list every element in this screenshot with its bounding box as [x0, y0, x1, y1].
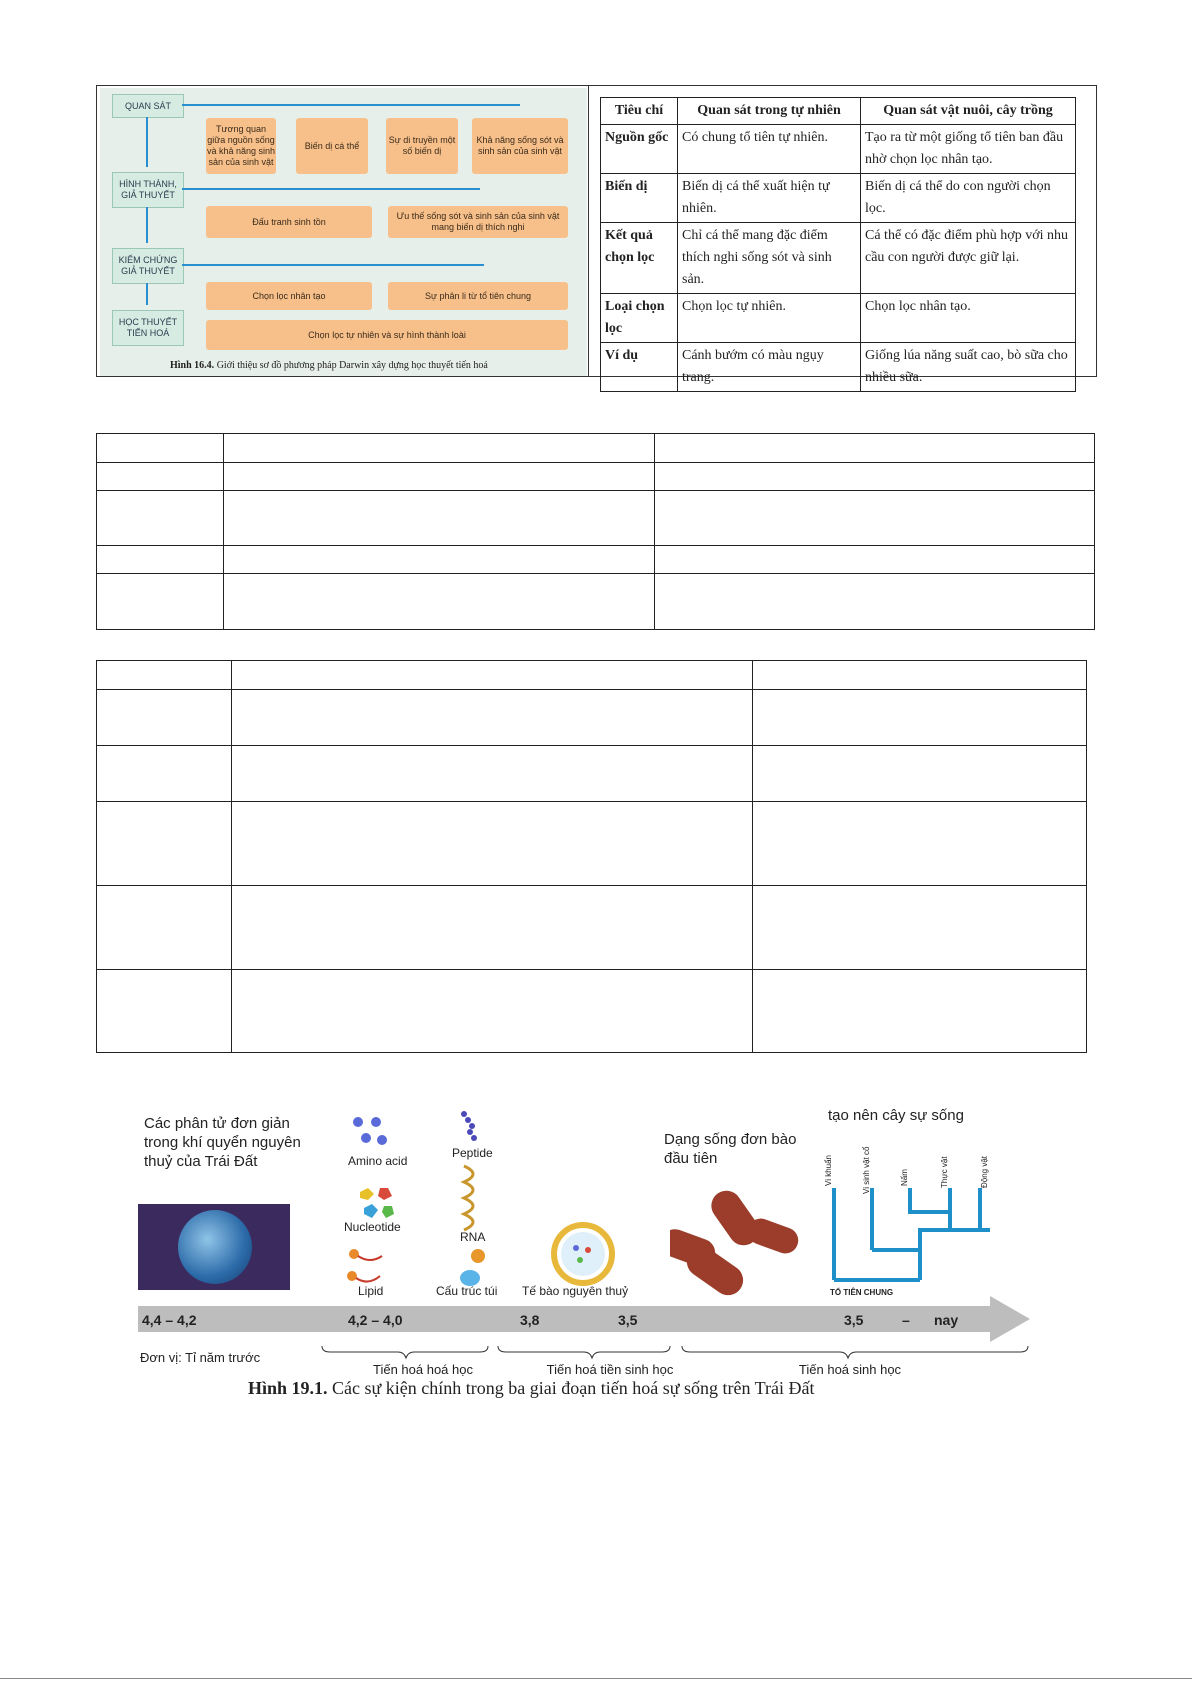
table-cell	[655, 434, 1095, 463]
table-cell	[224, 546, 655, 574]
bacteria-cells-icon	[670, 1180, 820, 1300]
table-cell	[753, 802, 1087, 886]
stage-hypothesis: HÌNH THÀNH, GIẢ THUYẾT	[112, 172, 184, 208]
table-row	[97, 574, 1095, 630]
table-cell	[97, 746, 232, 802]
evolution-timeline	[130, 1108, 1030, 1408]
table-cell	[97, 886, 232, 970]
criteria-cell: Loại chọn lọc	[601, 294, 678, 343]
tick-4: 3,5	[618, 1312, 638, 1328]
intro-text: Các phân tử đơn giản trong khí quyển nguyên thuỷ của Trái Đất	[144, 1115, 301, 1170]
empty-table-2	[96, 660, 1087, 1053]
stage-verification: KIỂM CHỨNG GIẢ THUYẾT	[112, 248, 184, 284]
table-cell	[753, 746, 1087, 802]
stage-theory: HỌC THUYẾT TIẾN HOÁ	[112, 310, 184, 346]
peptide-icon	[456, 1110, 482, 1146]
table-row	[97, 802, 1087, 886]
criteria-cell: Ví dụ	[601, 343, 678, 392]
common-ancestor-label: TỔ TIÊN CHUNG	[830, 1288, 894, 1297]
earth-globe	[178, 1210, 252, 1284]
connector-verification	[182, 264, 484, 266]
table-cell	[232, 690, 753, 746]
tick-3: 3,8	[520, 1312, 540, 1328]
table-cell	[753, 661, 1087, 690]
table-cell: Có chung tổ tiên tự nhiên.	[678, 125, 861, 174]
theory-box: Chọn lọc tự nhiên và sự hình thành loài	[206, 320, 568, 350]
nucleotide-icon	[354, 1186, 404, 1222]
table-cell	[753, 690, 1087, 746]
tree-leaf-plants: Thực vật	[940, 1156, 949, 1188]
table-header-row	[601, 98, 1076, 125]
connector-hypothesis	[182, 188, 480, 190]
amino-acid-icon	[348, 1114, 398, 1154]
table-cell	[97, 434, 224, 463]
tick-1: 4,4 – 4,2	[142, 1312, 197, 1328]
tick-5: 3,5	[844, 1312, 864, 1328]
table-cell: Chọn lọc nhân tạo.	[861, 294, 1076, 343]
tree-of-life	[820, 1130, 1040, 1300]
criteria-cell: Nguồn gốc	[601, 125, 678, 174]
table-cell	[224, 574, 655, 630]
ver-box-1: Chọn lọc nhân tạo	[206, 282, 372, 310]
table-cell	[232, 746, 753, 802]
tick-2: 4,2 – 4,0	[348, 1312, 403, 1328]
table-cell: Tạo ra từ một giống tổ tiên ban đầu nhờ chọn lọc nhân tạo.	[861, 125, 1076, 174]
nucleotide-label: Nucleotide	[344, 1220, 401, 1234]
table-row	[97, 434, 1095, 463]
table-row	[97, 970, 1087, 1053]
arrow-down-2	[146, 207, 148, 243]
table-cell	[97, 574, 224, 630]
table-cell	[232, 886, 753, 970]
table-cell	[753, 886, 1087, 970]
criteria-cell: Biến dị	[601, 174, 678, 223]
table-cell: Biến dị cá thể xuất hiện tự nhiên.	[678, 174, 861, 223]
table-cell	[655, 574, 1095, 630]
table-cell	[97, 463, 224, 491]
lipid-label: Lipid	[358, 1284, 384, 1298]
table-cell	[97, 802, 232, 886]
protocell-icon	[548, 1222, 618, 1286]
table-cell	[97, 661, 232, 690]
table-cell: Biến dị cá thể do con người chọn lọc.	[861, 174, 1076, 223]
peptide-label: Peptide	[452, 1146, 493, 1160]
table-cell	[97, 546, 224, 574]
table-cell	[232, 970, 753, 1053]
top-figure-divider	[588, 85, 589, 377]
obs-box-3: Sự di truyền một số biến dị	[386, 118, 458, 174]
obs-box-4: Khả năng sống sót và sinh sản của sinh vật	[472, 118, 568, 174]
obs-box-2: Biến dị cá thể	[296, 118, 368, 174]
table-cell: Chỉ cá thể mang đặc điểm thích nghi sống sót và sinh sản.	[678, 223, 861, 294]
unit-label: Đơn vị: Tỉ năm trước	[140, 1350, 261, 1365]
table-row	[97, 463, 1095, 491]
table-cell: Cá thể có đặc điểm phù hợp với nhu cầu con người được giữ lại.	[861, 223, 1076, 294]
table-cell	[232, 661, 753, 690]
table-cell	[97, 491, 224, 546]
table-row	[97, 690, 1087, 746]
table-row	[97, 491, 1095, 546]
phase-biological: Tiến hoá sinh học	[798, 1362, 902, 1377]
table-cell	[97, 970, 232, 1053]
table-row	[97, 546, 1095, 574]
comparison-table	[600, 97, 1076, 392]
connector-observation	[182, 104, 520, 106]
tick-now: nay	[934, 1312, 959, 1328]
tree-leaf-archaea: Vi sinh vật cổ	[862, 1146, 871, 1194]
amino-acid-label: Amino acid	[348, 1154, 408, 1168]
tree-leaf-fungi: Nấm	[900, 1169, 909, 1186]
hyp-box-1: Đấu tranh sinh tồn	[206, 206, 372, 238]
rna-icon	[460, 1164, 486, 1234]
table-cell: Giống lúa năng suất cao, bò sữa cho nhiều sữa.	[861, 343, 1076, 392]
table-cell	[224, 491, 655, 546]
ver-box-2: Sự phân li từ tổ tiên chung	[388, 282, 568, 310]
table-cell	[655, 546, 1095, 574]
flowchart-caption: Hình 16.4. Giới thiệu sơ đồ phương pháp Darwin xây dựng học thuyết tiến hoá	[170, 360, 488, 371]
table-row	[97, 746, 1087, 802]
first-cell-title: Dạng sống đơn bào đầu tiên	[664, 1131, 797, 1167]
phase-chemical: Tiến hoá hoá học	[373, 1362, 473, 1377]
table-cell	[224, 463, 655, 491]
table-cell	[232, 802, 753, 886]
tree-leaf-animals: Động vật	[980, 1155, 989, 1188]
bottom-rule	[0, 1678, 1192, 1679]
stage-observation: QUAN SÁT	[112, 94, 184, 118]
header-criteria: Tiêu chí	[601, 98, 678, 125]
table-cell: Cánh bướm có màu ngụy trang.	[678, 343, 861, 392]
tick-dash: –	[902, 1312, 910, 1328]
table-row	[601, 294, 1076, 343]
obs-box-1: Tương quan giữa nguồn sống và khả năng sinh sản của sinh vật	[206, 118, 276, 174]
earth-image	[138, 1204, 290, 1290]
table-row	[97, 661, 1087, 690]
header-nature: Quan sát trong tự nhiên	[678, 98, 861, 125]
timeline-caption: Hình 19.1. Các sự kiện chính trong ba giai đoạn tiến hoá sự sống trên Trái Đất	[248, 1378, 815, 1398]
tree-title: tạo nên cây sự sống	[828, 1107, 964, 1124]
header-domestic: Quan sát vật nuôi, cây trồng	[861, 98, 1076, 125]
table-cell	[655, 491, 1095, 546]
table-cell: Chọn lọc tự nhiên.	[678, 294, 861, 343]
hyp-box-2: Ưu thế sống sót và sinh sản của sinh vật mang biến dị thích nghi	[388, 206, 568, 238]
criteria-cell: Kết quả chọn lọc	[601, 223, 678, 294]
table-row	[601, 174, 1076, 223]
arrow-down-1	[146, 117, 148, 167]
table-row	[601, 125, 1076, 174]
table-cell	[655, 463, 1095, 491]
phase-prebiotic: Tiến hoá tiền sinh học	[546, 1362, 674, 1377]
timeline-arrow	[130, 1294, 1030, 1344]
arrow-down-3	[146, 283, 148, 305]
table-cell	[753, 970, 1087, 1053]
table-cell	[97, 690, 232, 746]
table-cell	[224, 434, 655, 463]
table-row	[97, 886, 1087, 970]
empty-table-1	[96, 433, 1095, 630]
tree-leaf-bacteria: Vi khuẩn	[824, 1155, 833, 1186]
protocell-label: Tế bào nguyên thuỷ	[522, 1284, 629, 1298]
darwin-flowchart	[100, 88, 587, 376]
vesicle-label: Cấu trúc túi	[436, 1284, 498, 1298]
rna-label: RNA	[460, 1230, 486, 1244]
table-row	[601, 223, 1076, 294]
table-row	[601, 343, 1076, 392]
